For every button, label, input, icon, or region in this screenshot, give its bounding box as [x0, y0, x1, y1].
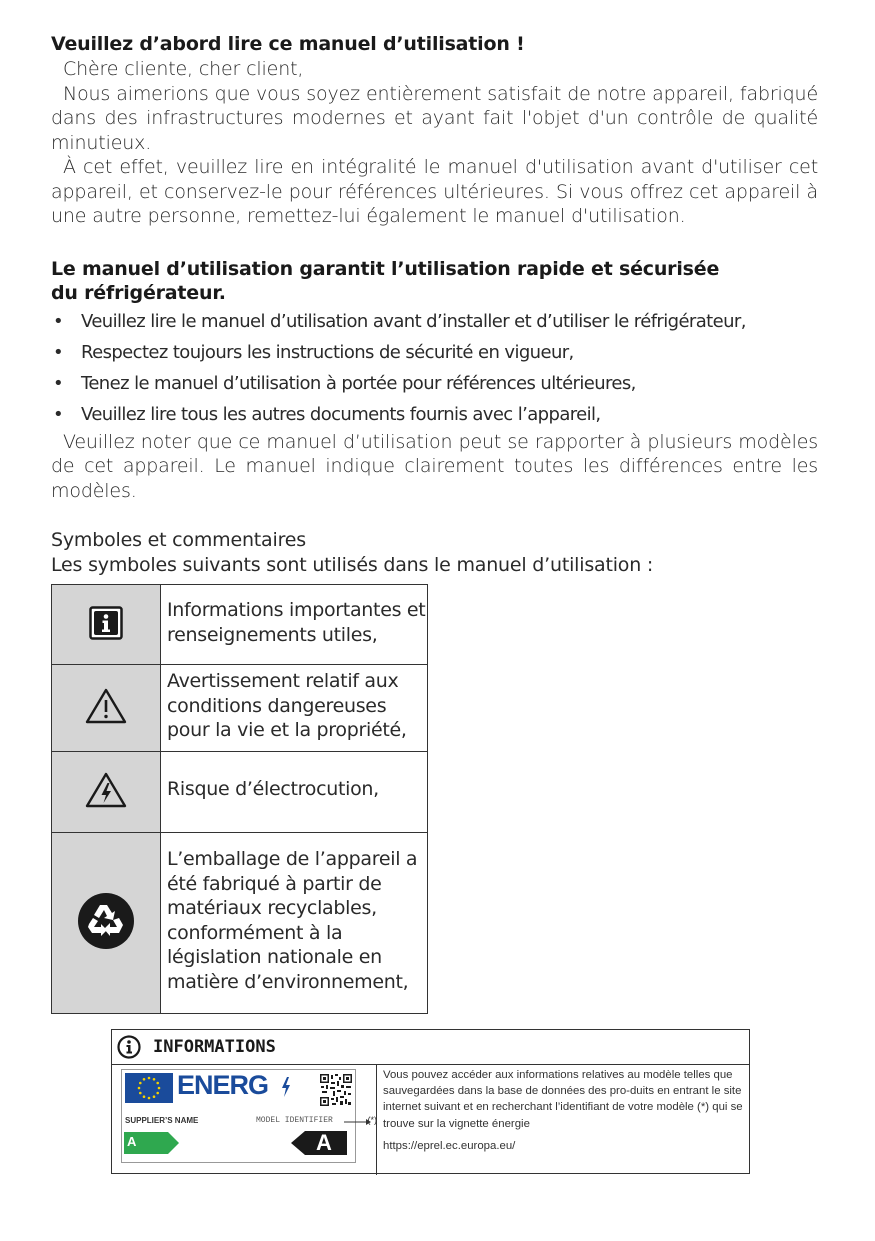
model-marker: (*)	[367, 1115, 377, 1125]
guarantee-list	[51, 306, 818, 430]
bullet-icon: •	[53, 403, 64, 425]
model-identifier: MODEL IDENTIFIER	[256, 1116, 333, 1125]
symbols-heading: Symboles et commentaires	[51, 529, 306, 551]
table-row	[52, 832, 428, 1013]
icon-cell	[52, 585, 161, 665]
energy-label	[121, 1069, 377, 1163]
recycle-icon	[77, 892, 135, 950]
icon-cell	[52, 832, 161, 1013]
information-box	[111, 1029, 750, 1174]
models-note: Veuillez noter que ce manuel d’utilisation peut se rapporter à plusieurs modèles de cet appareil. Le manuel indique clairement toutes les différences entre les modèles.	[51, 430, 818, 502]
symbol-description: L’emballage de l’appareil a été fabriqué à partir de matériaux recyclables, conformément à la législation nationale en matière d’environnement,	[161, 832, 428, 1013]
eprel-url[interactable]: https://eprel.ec.europa.eu/	[383, 1139, 516, 1152]
info-box-header	[112, 1030, 749, 1065]
energy-class-left: A	[127, 1134, 137, 1149]
eu-flag-icon	[125, 1073, 173, 1103]
spacer	[51, 229, 818, 257]
list-item-text: Veuillez lire tous les autres documents fournis avec l’appareil,	[81, 403, 601, 425]
qr-code-icon	[319, 1073, 353, 1107]
list-item	[51, 337, 818, 368]
symbol-description: Risque d’électrocution,	[161, 751, 428, 832]
intro-paragraph-1: Nous aimerions que vous soyez entièrement satisfait de notre appareil, fabriqué dans des infrastructures modernes et ayant fait l'objet d'un contrôle de qualité minutieux.	[51, 82, 818, 154]
info-box-text	[377, 1065, 749, 1175]
energy-logo-text: ENERG	[177, 1070, 269, 1100]
info-icon	[89, 606, 123, 640]
bullet-icon: •	[53, 310, 64, 332]
manual-title: Veuillez d’abord lire ce manuel d’utilisation !	[51, 33, 525, 55]
symbol-description: Informations importantes et renseignements utiles,	[161, 585, 428, 665]
bullet-icon: •	[53, 372, 64, 394]
guarantee-heading: Le manuel d’utilisation garantit l’utilisation rapide et sécurisée du réfrigérateur.	[51, 257, 720, 304]
symbols-table	[51, 584, 428, 1014]
list-item-text: Tenez le manuel d’utilisation à portée pour références ultérieures,	[81, 372, 636, 394]
list-item	[51, 399, 818, 430]
symbol-description: Avertissement relatif aux conditions dangereuses pour la vie et la propriété,	[161, 665, 428, 752]
electric-shock-icon	[84, 771, 128, 809]
info-icon	[117, 1035, 141, 1059]
salutation: Chère cliente, cher client,	[63, 58, 304, 80]
energy-class-right: A	[316, 1130, 332, 1155]
table-row	[52, 585, 428, 665]
intro-paragraph-2: À cet effet, veuillez lire en intégralité le manuel d'utilisation avant d'utiliser cet appareil, et conservez-le pour références ultérieures. Si vous offrez cet appareil à une autre personne, remettez-lui également le manuel d'utilisation.	[51, 156, 818, 227]
list-item	[51, 368, 818, 399]
spacer	[51, 503, 818, 528]
bullet-icon: •	[53, 341, 64, 363]
table-row	[52, 751, 428, 832]
list-item-text: Veuillez lire le manuel d’utilisation avant d’installer et d’utiliser le réfrigérateur,	[81, 310, 746, 332]
supplier-name: SUPPLIER’S NAME	[125, 1116, 199, 1125]
energy-label-cell	[112, 1065, 377, 1175]
icon-cell	[52, 751, 161, 832]
page-content	[51, 32, 818, 1014]
info-box-title: INFORMATIONS	[153, 1037, 276, 1057]
info-box-body	[112, 1065, 749, 1175]
icon-cell	[52, 665, 161, 752]
warning-icon	[84, 687, 128, 725]
eprel-description: Vous pouvez accéder aux informations relatives au modèle telles que sauvegardées dans la base de données des pro-duits en entrant le site internet suivant et en recherchant l’identifiant de votre modèle (*) qui se trouve sur la vignette énergie	[383, 1069, 743, 1130]
symbols-subheading: Les symboles suivants sont utilisés dans le manuel d’utilisation :	[51, 554, 654, 576]
list-item	[51, 306, 818, 337]
table-row	[52, 665, 428, 752]
list-item-text: Respectez toujours les instructions de sécurité en vigueur,	[81, 341, 574, 363]
lightning-icon	[281, 1077, 291, 1097]
